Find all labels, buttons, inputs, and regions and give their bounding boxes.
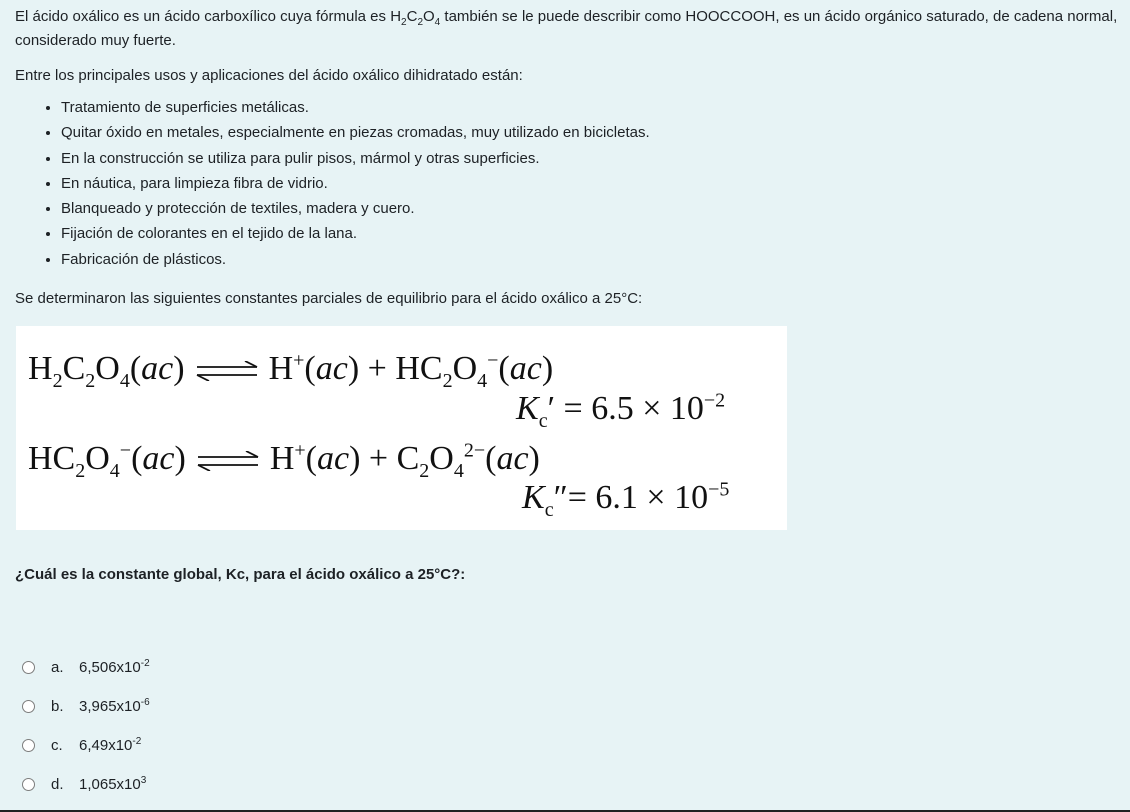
list-item: • En la construcción se utiliza para pulir pisos, mármol y otras superficies. xyxy=(61,146,1120,171)
option-value: $1,065x10^3$ xyxy=(79,775,147,793)
list-item: • Fabricación de plásticos. xyxy=(61,247,1120,272)
equilibrium-arrow-icon xyxy=(195,354,259,388)
list-item: • Fijación de colorantes en el tejido de la lana. xyxy=(61,221,1120,246)
option-value: $6,49x10^{-2}$ xyxy=(79,736,142,754)
intro-paragraph: El ácido oxálico es un ácido carboxílico cuya fórmula es $H_2C_2O_4$ también se le puede describir como HOOCCOOH, es un ácido orgánico saturado, de cadena normal, considerado muy fuerte. xyxy=(15,8,1118,49)
option-value: $6,506x10^{-2}$ xyxy=(79,658,150,676)
uses-list xyxy=(15,95,1120,272)
list-item: • En náutica, para limpieza fibra de vidrio. xyxy=(61,171,1120,196)
list-item: • Blanqueado y protección de textiles, madera y cuero. xyxy=(61,196,1120,221)
question-prompt: ¿Cuál es la constante global, Kc, para el ácido oxálico a 25°C?: xyxy=(15,566,466,583)
equation-2-constant: $K_c''= 6.1 \times 10^{-5}$ xyxy=(522,478,730,521)
list-item: • Tratamiento de superficies metálicas. xyxy=(61,95,1120,120)
radio-button[interactable] xyxy=(22,700,35,713)
question-text-area xyxy=(15,0,1120,311)
radio-button[interactable] xyxy=(22,739,35,752)
equation-1: $H_2C_2O_4(ac) H^+(ac) + HC_2O_4^-(ac)$ xyxy=(28,349,554,392)
option-letter: d. xyxy=(51,776,64,793)
answer-option-a[interactable] xyxy=(22,648,150,687)
option-letter: b. xyxy=(51,698,64,715)
equation-2: $HC_2O_4^-(ac) H^+(ac) + C_2O_4^{2-}(ac)$ xyxy=(28,439,540,482)
answer-option-d[interactable] xyxy=(22,765,150,804)
constants-intro: Se determinaron las siguientes constantes parciales de equilibrio para el ácido oxálico a 25°C: xyxy=(15,290,643,308)
uses-heading: Entre los principales usos y aplicaciones del ácido oxálico dihidratado están: xyxy=(15,67,523,84)
answer-options xyxy=(22,648,150,804)
answer-option-c[interactable] xyxy=(22,726,150,765)
equilibrium-equations-image xyxy=(16,326,787,530)
option-letter: a. xyxy=(51,659,64,676)
equation-1-constant: $K_c' = 6.5 \times 10^{-2}$ xyxy=(516,389,726,432)
equilibrium-arrow-icon xyxy=(196,444,260,478)
option-value: $3,965x10^{-6}$ xyxy=(79,697,150,715)
option-letter: c. xyxy=(51,737,63,754)
radio-button[interactable] xyxy=(22,778,35,791)
answer-option-b[interactable] xyxy=(22,687,150,726)
list-item: • Quitar óxido en metales, especialmente en piezas cromadas, muy utilizado en bicicletas. xyxy=(61,120,1120,145)
radio-button[interactable] xyxy=(22,661,35,674)
